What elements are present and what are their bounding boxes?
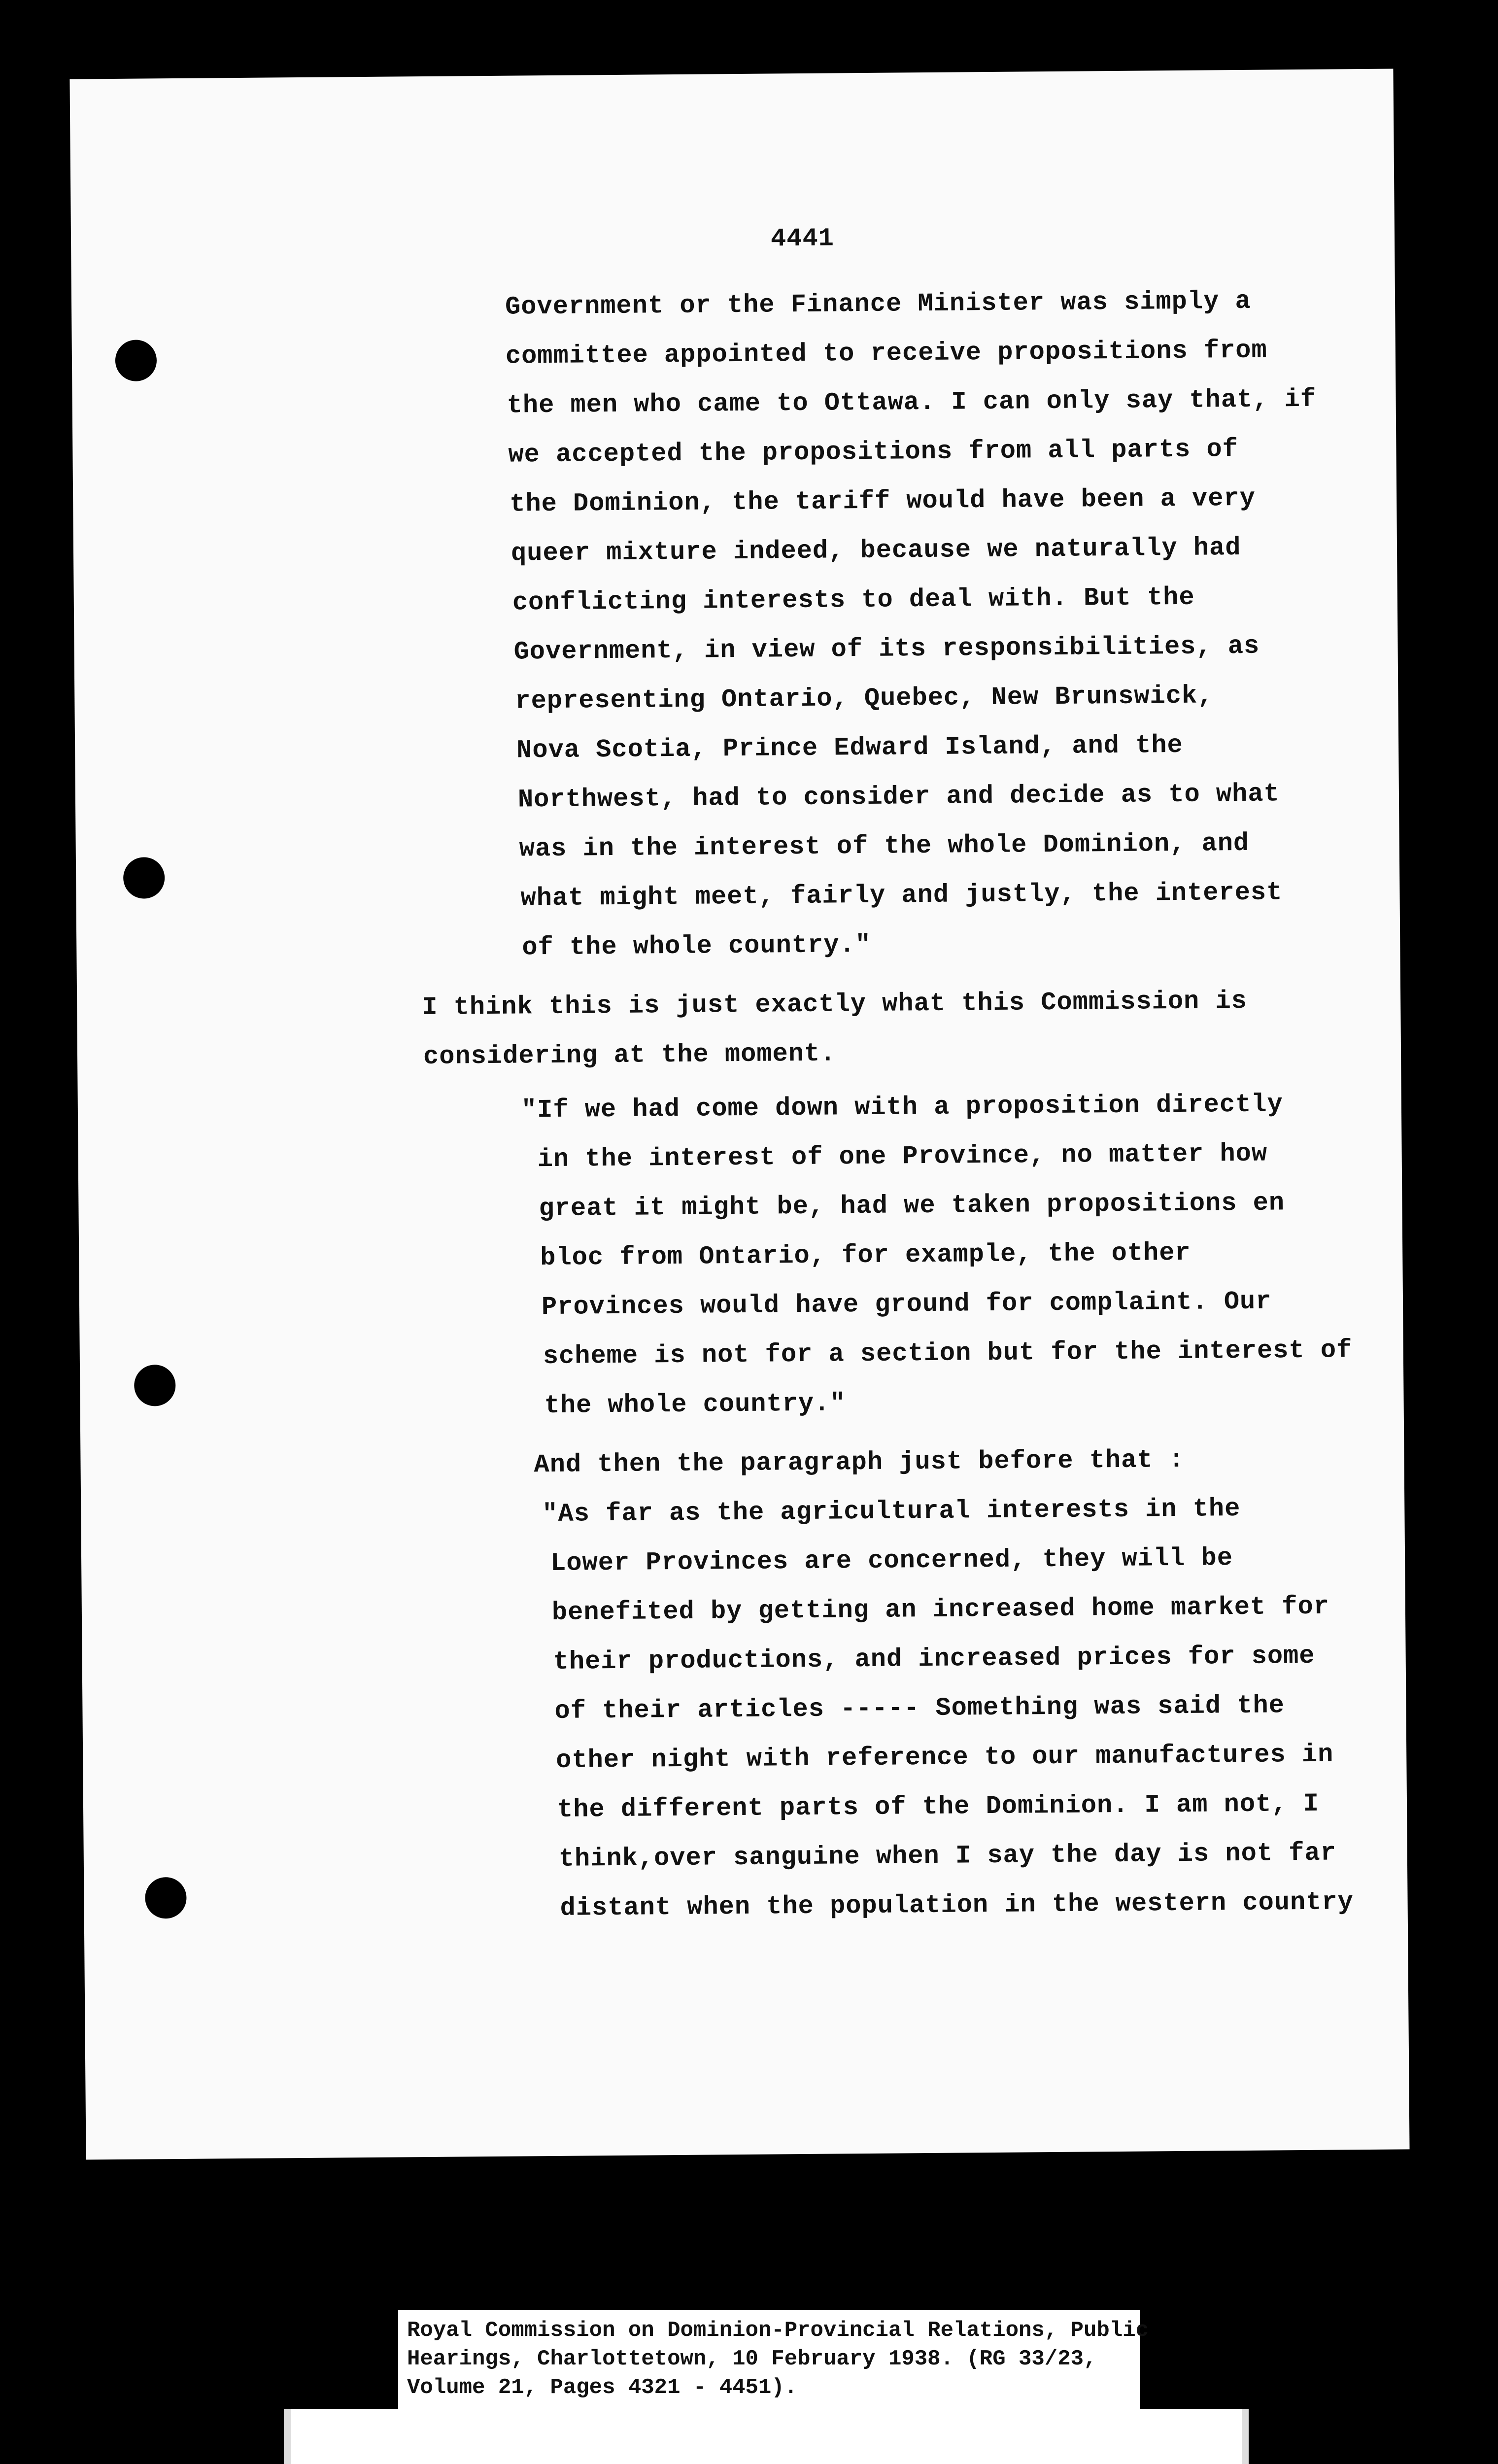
punch-hole xyxy=(115,340,157,381)
body-line: I think this is just exactly what this Commission is xyxy=(422,986,1248,1023)
body-line: Government, in view of its responsibilities, as xyxy=(513,631,1260,667)
quote-line: "If we had come down with a proposition directly xyxy=(521,1090,1283,1125)
quote-line: their productions, and increased prices for some xyxy=(553,1641,1315,1677)
page-number: 4441 xyxy=(770,224,835,254)
body-line: representing Ontario, Quebec, New Brunswick, xyxy=(515,681,1214,716)
body-line: Nova Scotia, Prince Edward Island, and the xyxy=(516,730,1184,765)
punch-hole xyxy=(123,857,165,899)
quote-line: Lower Provinces are concerned, they will be xyxy=(550,1543,1233,1578)
body-line: And then the paragraph just before that : xyxy=(534,1445,1185,1480)
quote-line: in the interest of one Province, no matter how xyxy=(537,1139,1268,1174)
archives-stamp xyxy=(284,2409,1249,2464)
body-line: the men who came to Ottawa. I can only say that, if xyxy=(507,384,1317,420)
quote-line: of their articles ----- Something was said the xyxy=(554,1691,1285,1726)
quote-line: distant when the population in the western country xyxy=(560,1887,1354,1923)
caption-line: Hearings, Charlottetown, 10 February 1938. (RG 33/23, xyxy=(407,2347,1097,2371)
body-line: Northwest, had to consider and decide as to what xyxy=(517,779,1280,815)
body-line: of the whole country." xyxy=(522,930,872,962)
quote-line: benefited by getting an increased home market for xyxy=(551,1592,1330,1628)
body-line: was in the interest of the whole Dominion, and xyxy=(519,828,1250,864)
quote-line: the whole country." xyxy=(544,1389,846,1421)
body-line: considering at the moment. xyxy=(423,1039,836,1072)
quote-line: bloc from Ontario, for example, the other xyxy=(540,1238,1191,1273)
archive-caption xyxy=(398,2310,1149,2409)
body-line: what might meet, fairly and justly, the interest xyxy=(520,878,1283,913)
quote-line: great it might be, had we taken propositions en xyxy=(539,1188,1285,1224)
document-page xyxy=(69,69,1409,2160)
body-line: committee appointed to receive propositions from xyxy=(505,336,1267,371)
caption-line: Volume 21, Pages 4321 - 4451). xyxy=(407,2375,798,2400)
body-line: the Dominion, the tariff would have been a very xyxy=(510,483,1256,519)
punch-hole xyxy=(134,1365,176,1406)
quote-line: other night with reference to our manufactures in xyxy=(556,1740,1334,1775)
quote-line: the different parts of the Dominion. I am not, I xyxy=(557,1789,1320,1824)
caption-line: Royal Commission on Dominion-Provincial Relations, Public xyxy=(407,2318,1149,2343)
quote-line: scheme is not for a section but for the interest of xyxy=(543,1335,1353,1371)
body-line: queer mixture indeed, because we naturally had xyxy=(511,533,1241,568)
quote-line: think,over sanguine when I say the day is not far xyxy=(558,1838,1337,1874)
body-line: we accepted the propositions from all parts of xyxy=(508,435,1239,470)
quote-line: "As far as the agricultural interests in the xyxy=(542,1494,1241,1529)
quote-line: Provinces would have ground for complaint. Our xyxy=(541,1287,1272,1322)
body-line: Government or the Finance Minister was simply a xyxy=(505,286,1251,322)
body-line: conflicting interests to deal with. But the xyxy=(512,582,1195,617)
punch-hole xyxy=(145,1877,187,1919)
